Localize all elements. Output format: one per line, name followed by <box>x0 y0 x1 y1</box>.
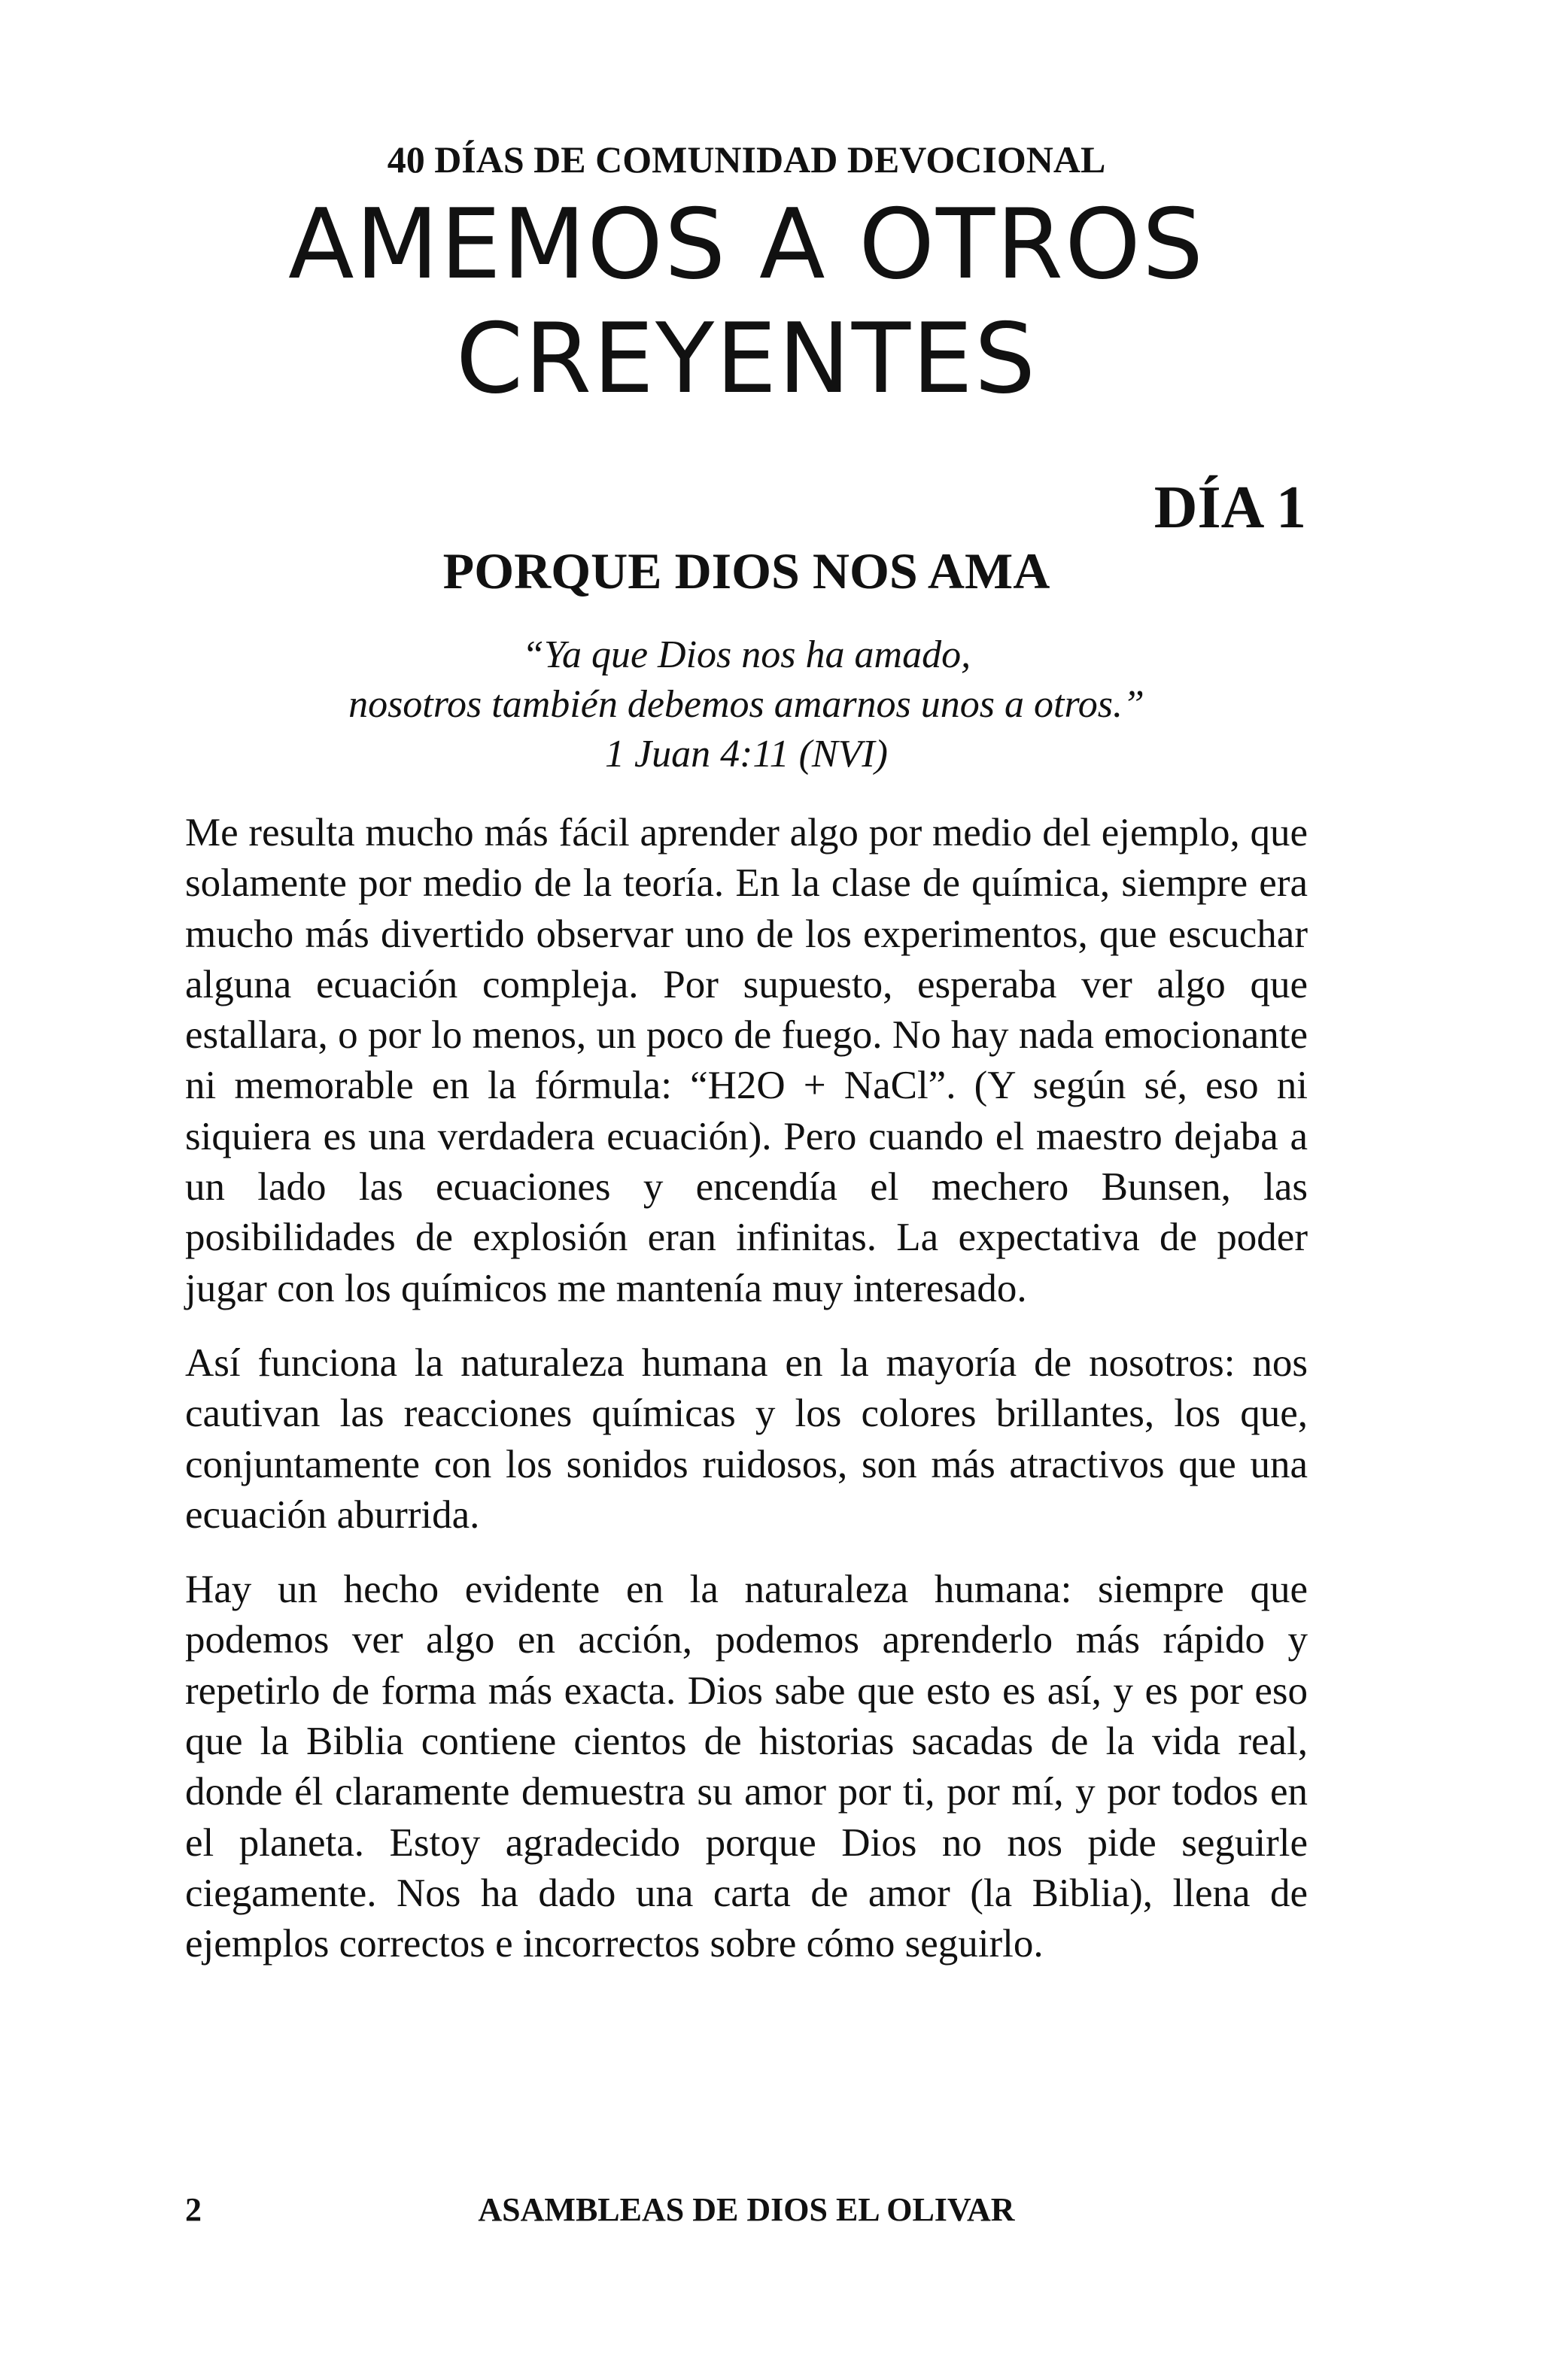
page-title <box>0 188 1493 417</box>
verse-line-1: “Ya que Dios nos ha amado, <box>521 633 971 676</box>
page-number: 2 <box>185 2191 202 2228</box>
body-paragraph-3: Hay un hecho evidente en la naturaleza humana: siempre que podemos ver algo en acción, podemos aprenderlo más rápido y repetirlo de forma más exacta. Dios sabe que esto es así, y es por eso que la Biblia contiene cientos de historias sacadas de la vida real, donde él claramente demuestra su amor por ti, por mí, y por todos en el planeta. Estoy agradecido porque Dios no nos pide seguirle ciegamente. Nos ha dado una carta de amor (la Biblia), llena de ejemplos correctos e incorrectos sobre cómo seguirlo. <box>185 1568 1308 1966</box>
day-label: DÍA 1 <box>1153 475 1306 541</box>
footer-organization: ASAMBLEAS DE DIOS EL OLIVAR <box>478 2191 1015 2228</box>
body-paragraph-1: Me resulta mucho más fácil aprender algo por medio del ejemplo, que solamente por medio de la teoría. En la clase de química, siempre era mucho más divertido observar uno de los experimentos, que escuchar alguna ecuación compleja. Por supuesto, esperaba ver algo que estallara, o por lo menos, un poco de fuego. No hay nada emocionante ni memorable en la fórmula: “H2O + NaCl”. (Y según sé, eso ni siquiera es una verdadera ecuación). Pero cuando el maestro dejaba a un lado las ecuaciones y encendía el mechero Bunsen, las posibilidades de explosión eran infinitas. La expectativa de poder jugar con los químicos me mantenía muy interesado. <box>185 811 1308 1310</box>
section-title: PORQUE DIOS NOS AMA <box>442 542 1050 600</box>
verse-quote <box>0 630 1493 779</box>
verse-reference: 1 Juan 4:11 (NVI) <box>605 733 888 776</box>
page-title-line-2: CREYENTES <box>455 303 1038 415</box>
page-title-line-1: AMEMOS A OTROS <box>287 189 1205 301</box>
body-paragraph-2: Así funciona la naturaleza humana en la mayoría de nosotros: nos cautivan las reacciones químicas y los colores brillantes, los que, conjuntamente con los sonidos ruidosos, son más atractivos que una ecuación aburrida. <box>185 1340 1308 1537</box>
verse-line-2: nosotros también debemos amarnos unos a otros.” <box>348 683 1144 726</box>
series-title: 40 DÍAS DE COMUNIDAD DEVOCIONAL <box>387 138 1106 181</box>
body-text <box>185 808 1308 1994</box>
